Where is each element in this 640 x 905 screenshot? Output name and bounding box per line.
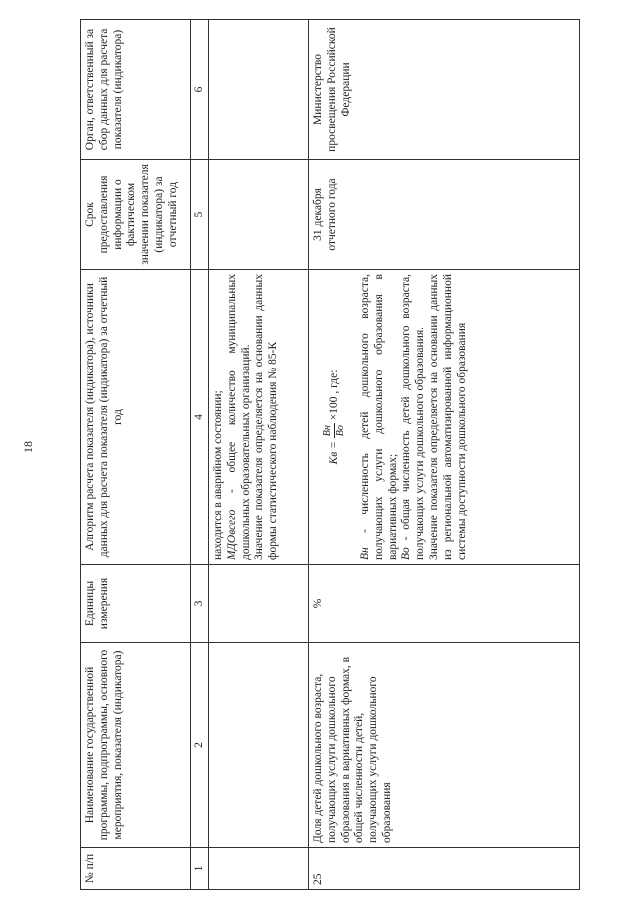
rotated-page <box>80 20 580 890</box>
definition-2: Во - общая численность детей дошкольного возраста, получающих услуги дошкольного образования. <box>400 274 427 560</box>
header-algorithm: Алгоритм расчета показателя (индикатора), источники данных для расчета показателя (индикатора) за отчетный год <box>81 270 191 565</box>
column-number-row <box>191 20 209 890</box>
header-number: № п/п <box>81 848 191 890</box>
table-row-25 <box>309 20 580 890</box>
col-number-2: 2 <box>191 643 209 848</box>
indicator-unit: % <box>309 565 580 643</box>
continued-text-2: МДОвсего - общее количество муниципальных дошкольных образовательных организаций. <box>225 274 252 560</box>
formula-fraction: Вн Во <box>322 425 346 437</box>
indicator-table <box>80 19 580 890</box>
definition-1: Вн - численность детей дошкольного возраста, получающих услуги дошкольного образования в вариативных формах; <box>359 274 399 560</box>
col-number-1: 1 <box>191 848 209 890</box>
header-unit: Единицы измерения <box>81 565 191 643</box>
col-number-6: 6 <box>191 20 209 160</box>
header-deadline: Срок предоставления информации о фактическом значении показателя (индикатора) за отчетный год <box>81 160 191 270</box>
continued-algorithm-cell <box>209 270 309 565</box>
header-name: Наименование государственной программы, подпрограммы, основного мероприятия, показателя (индикатора) <box>81 643 191 848</box>
page-number: 18 <box>21 441 35 453</box>
data-source: Значение показателя определяется на основании данных из региональной автоматизированной информационной системы доступности дошкольного образования <box>427 274 468 560</box>
indicator-name: Доля детей дошкольного возраста, получающих услуги дошкольного образования в вариативных формах, в общей численности детей, получающих услуги дошкольного образования <box>309 643 580 848</box>
continued-text-3: Значение показателя определяется на основании данных формы статистического наблюдения № 85-К <box>253 274 280 560</box>
row-number: 25 <box>309 848 580 890</box>
header-organ: Орган, ответственный за сбор данных для расчета показателя (индикатора) <box>81 20 191 160</box>
indicator-algorithm <box>309 270 580 565</box>
formula: Кв = Вн Во ×100 , где: <box>322 369 346 465</box>
header-row <box>81 20 191 890</box>
continued-text-1: находится в аварийном состоянии; <box>212 390 224 560</box>
col-number-3: 3 <box>191 565 209 643</box>
col-number-4: 4 <box>191 270 209 565</box>
col-number-5: 5 <box>191 160 209 270</box>
indicator-deadline: 31 декабря отчетного года <box>309 160 580 270</box>
indicator-organ: Министерство просвещения Российской Федерации <box>309 20 580 160</box>
continued-row <box>209 20 309 890</box>
